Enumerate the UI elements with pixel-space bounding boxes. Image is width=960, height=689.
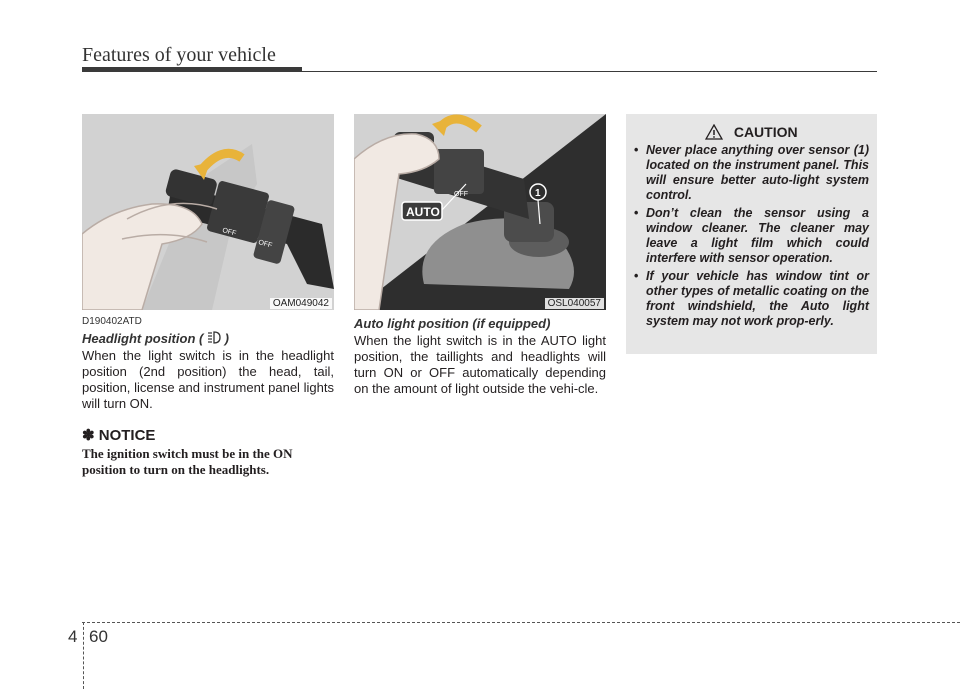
notice-title: ✽ NOTICE <box>82 427 156 444</box>
figure-auto-light <box>354 114 606 310</box>
caution-list <box>626 143 869 332</box>
headlight-body: When the light switch is in the headlight position (2nd position) the head, tail, position, license and instrument panel lights will turn ON. <box>82 348 334 411</box>
page-header-title: Features of your vehicle <box>82 44 276 66</box>
headlight-icon <box>207 331 221 344</box>
figure-code: OAM049042 <box>270 298 332 309</box>
caution-item: • Never place anything over sensor (1) located on the instrument panel. This will ensure better auto-light system control. <box>634 143 869 202</box>
switch-label-off: OFF <box>257 239 273 250</box>
chapter-number: 4 <box>68 627 78 646</box>
auto-light-body: When the light switch is in the AUTO light position, the taillights and headlights will turn ON or OFF automatically depending on the amount of light outside the vehi-cle. <box>354 333 606 396</box>
caution-item: • If your vehicle has window tint or other types of metallic coating on the front windshield, the Auto light system may not work prop-erly. <box>634 269 869 328</box>
caution-box <box>626 114 877 354</box>
notice-body: The ignition switch must be in the ON position to turn on the headlights. <box>82 446 293 477</box>
switch-label-off: OFF <box>454 191 468 198</box>
caution-title: CAUTION <box>733 123 798 140</box>
figure-code: OSL040057 <box>545 298 604 309</box>
heading-text-end: ) <box>224 331 229 346</box>
heading-text: Headlight position ( <box>82 331 204 346</box>
headlight-heading <box>82 331 229 346</box>
auto-label: AUTO <box>406 205 440 219</box>
header-rule <box>82 71 877 72</box>
warning-triangle-icon <box>705 124 723 140</box>
document-id: D190402ATD <box>82 316 142 327</box>
callout-label: 1 <box>535 188 541 199</box>
switch-label-off: OFF <box>221 227 237 238</box>
footer-divider <box>83 622 84 689</box>
caution-header <box>626 123 877 141</box>
page-number: 60 <box>89 627 108 646</box>
footer-rule <box>82 622 960 623</box>
figure-headlight-switch <box>82 114 334 310</box>
auto-light-heading: Auto light position (if equipped) <box>354 316 551 331</box>
caution-item: • Don’t clean the sensor using a window cleaner. The cleaner may leave a light film which could interfere with sensor operation. <box>634 206 869 265</box>
